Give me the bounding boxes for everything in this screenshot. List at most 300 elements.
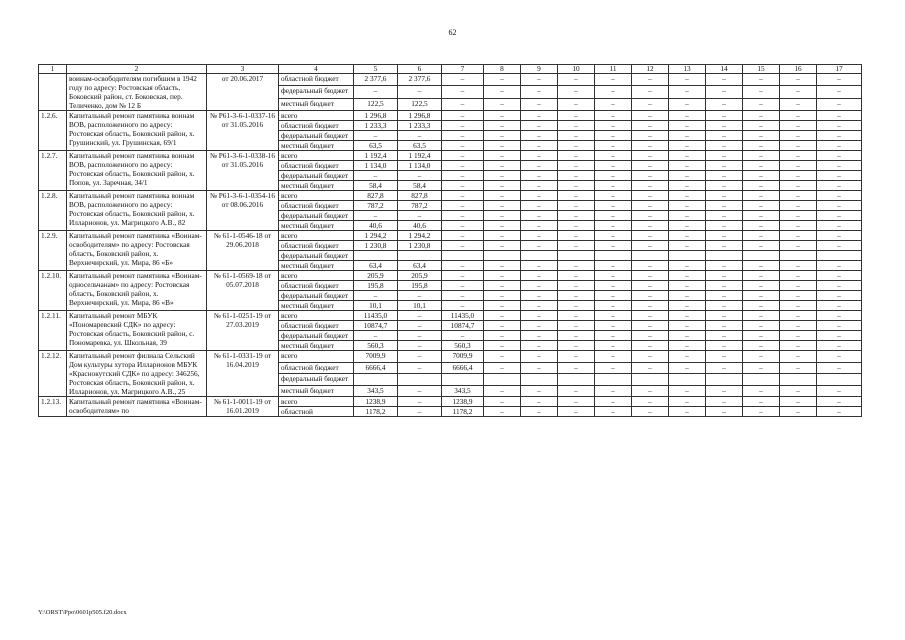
value-cell: [442, 374, 484, 386]
column-header: 16: [780, 65, 817, 74]
value-cell: –: [706, 98, 743, 110]
column-header: 5: [354, 65, 398, 74]
value-cell: –: [706, 281, 743, 291]
value-cell: –: [706, 231, 743, 241]
value-cell: –: [558, 211, 595, 221]
value-cell: [780, 374, 817, 386]
value-cell: 195,8: [354, 281, 398, 291]
value-cell: –: [743, 98, 780, 110]
column-header: 15: [743, 65, 780, 74]
value-cell: [484, 374, 521, 386]
value-cell: –: [442, 161, 484, 171]
value-cell: –: [595, 131, 632, 141]
value-cell: –: [632, 86, 669, 98]
value-cell: –: [484, 111, 521, 121]
value-cell: –: [706, 121, 743, 131]
column-header: 7: [442, 65, 484, 74]
table-row: [39, 397, 862, 407]
value-cell: –: [442, 74, 484, 86]
value-cell: –: [669, 211, 706, 221]
item-number: 1.2.9.: [39, 231, 67, 271]
value-cell: –: [442, 201, 484, 211]
value-cell: –: [706, 151, 743, 161]
value-cell: –: [817, 131, 862, 141]
value-cell: [484, 251, 521, 261]
value-cell: –: [595, 111, 632, 121]
value-cell: –: [521, 362, 558, 374]
value-cell: –: [632, 201, 669, 211]
value-cell: [442, 251, 484, 261]
value-cell: –: [442, 171, 484, 181]
value-cell: –: [669, 385, 706, 397]
value-cell: –: [743, 407, 780, 417]
value-cell: –: [595, 181, 632, 191]
value-cell: –: [632, 397, 669, 407]
value-cell: –: [484, 151, 521, 161]
column-header: 4: [279, 65, 354, 74]
value-cell: –: [521, 74, 558, 86]
value-cell: –: [354, 171, 398, 181]
value-cell: –: [743, 231, 780, 241]
value-cell: –: [780, 141, 817, 151]
value-cell: –: [595, 397, 632, 407]
document-ref: от 20.06.2017: [207, 74, 279, 111]
value-cell: –: [442, 111, 484, 121]
funding-source: областной бюджет: [279, 201, 354, 211]
value-cell: –: [706, 111, 743, 121]
value-cell: –: [669, 121, 706, 131]
value-cell: –: [595, 341, 632, 351]
funding-source: областной бюджет: [279, 362, 354, 374]
value-cell: [595, 251, 632, 261]
funding-source: всего: [279, 351, 354, 363]
value-cell: –: [817, 241, 862, 251]
value-cell: –: [632, 351, 669, 363]
value-cell: –: [521, 121, 558, 131]
value-cell: –: [780, 131, 817, 141]
value-cell: –: [669, 131, 706, 141]
value-cell: –: [743, 331, 780, 341]
value-cell: –: [632, 331, 669, 341]
page-number: 62: [448, 28, 457, 37]
value-cell: –: [743, 141, 780, 151]
value-cell: –: [706, 171, 743, 181]
value-cell: –: [398, 311, 442, 321]
value-cell: –: [595, 171, 632, 181]
item-number: 1.2.7.: [39, 151, 67, 191]
value-cell: –: [398, 211, 442, 221]
value-cell: –: [558, 171, 595, 181]
value-cell: –: [706, 191, 743, 201]
value-cell: –: [780, 351, 817, 363]
funding-source: федеральный бюджет: [279, 374, 354, 386]
item-name: Капитальный ремонт памятника «Воинам-освободителям» по адресу: Ростовская область, Боковский район, х. Верхнечирский, ул. Мира, 86 «Б»: [67, 231, 207, 271]
value-cell: –: [595, 407, 632, 417]
value-cell: –: [442, 241, 484, 251]
value-cell: –: [595, 191, 632, 201]
value-cell: –: [442, 331, 484, 341]
value-cell: –: [484, 74, 521, 86]
funding-source: местный бюджет: [279, 141, 354, 151]
item-name: Капитальный ремонт памятника «Воинам-освободителям» по: [67, 397, 207, 417]
value-cell: –: [632, 261, 669, 271]
value-cell: –: [398, 131, 442, 141]
value-cell: –: [632, 241, 669, 251]
value-cell: –: [442, 131, 484, 141]
table-row: [39, 111, 862, 121]
value-cell: 10,1: [398, 301, 442, 311]
value-cell: –: [669, 98, 706, 110]
value-cell: –: [706, 301, 743, 311]
value-cell: –: [706, 331, 743, 341]
value-cell: –: [442, 261, 484, 271]
value-cell: –: [780, 74, 817, 86]
document-ref: № 61-1-0011-19 от 16.01.2019: [207, 397, 279, 417]
value-cell: –: [632, 171, 669, 181]
value-cell: –: [706, 241, 743, 251]
value-cell: –: [632, 271, 669, 281]
value-cell: [398, 374, 442, 386]
value-cell: –: [669, 321, 706, 331]
value-cell: –: [595, 301, 632, 311]
value-cell: –: [706, 221, 743, 231]
value-cell: –: [558, 141, 595, 151]
value-cell: –: [558, 351, 595, 363]
value-cell: –: [558, 241, 595, 251]
value-cell: –: [558, 385, 595, 397]
value-cell: –: [669, 191, 706, 201]
value-cell: –: [595, 121, 632, 131]
column-header: 12: [632, 65, 669, 74]
value-cell: –: [521, 86, 558, 98]
value-cell: –: [780, 191, 817, 201]
value-cell: –: [706, 291, 743, 301]
value-cell: –: [521, 111, 558, 121]
value-cell: –: [558, 121, 595, 131]
column-header: 14: [706, 65, 743, 74]
value-cell: –: [780, 241, 817, 251]
value-cell: [780, 251, 817, 261]
value-cell: –: [595, 161, 632, 171]
value-cell: –: [595, 151, 632, 161]
value-cell: –: [354, 331, 398, 341]
funding-source: всего: [279, 191, 354, 201]
value-cell: –: [595, 74, 632, 86]
value-cell: –: [632, 362, 669, 374]
value-cell: –: [743, 291, 780, 301]
value-cell: –: [706, 181, 743, 191]
value-cell: –: [706, 321, 743, 331]
value-cell: –: [595, 98, 632, 110]
value-cell: –: [484, 191, 521, 201]
value-cell: –: [817, 385, 862, 397]
value-cell: –: [484, 321, 521, 331]
value-cell: 1 296,8: [354, 111, 398, 121]
value-cell: –: [398, 385, 442, 397]
value-cell: 205,9: [354, 271, 398, 281]
value-cell: –: [484, 98, 521, 110]
value-cell: –: [354, 211, 398, 221]
value-cell: –: [398, 362, 442, 374]
value-cell: –: [521, 151, 558, 161]
value-cell: –: [558, 311, 595, 321]
value-cell: –: [669, 261, 706, 271]
value-cell: –: [484, 161, 521, 171]
value-cell: 1 192,4: [398, 151, 442, 161]
value-cell: –: [595, 211, 632, 221]
value-cell: –: [595, 221, 632, 231]
value-cell: –: [521, 231, 558, 241]
value-cell: –: [521, 407, 558, 417]
value-cell: –: [484, 281, 521, 291]
item-name: Капитальный ремонт памятника воинам ВОВ, расположенного по адресу: Ростовская область, Боковский район, х. Илларионов, ул. Магрицкого А.В., 82: [67, 191, 207, 231]
value-cell: 1 294,2: [398, 231, 442, 241]
item-number: 1.2.6.: [39, 111, 67, 151]
value-cell: –: [706, 271, 743, 281]
value-cell: –: [398, 341, 442, 351]
value-cell: –: [780, 201, 817, 211]
value-cell: [558, 374, 595, 386]
value-cell: –: [743, 311, 780, 321]
item-number: [39, 74, 67, 111]
funding-source: федеральный бюджет: [279, 331, 354, 341]
column-header: 3: [207, 65, 279, 74]
value-cell: –: [817, 161, 862, 171]
value-cell: –: [706, 385, 743, 397]
value-cell: –: [743, 281, 780, 291]
value-cell: –: [706, 407, 743, 417]
value-cell: –: [398, 171, 442, 181]
value-cell: –: [521, 291, 558, 301]
value-cell: –: [558, 321, 595, 331]
value-cell: –: [743, 201, 780, 211]
value-cell: –: [780, 291, 817, 301]
value-cell: –: [706, 311, 743, 321]
document-ref: № Р61-3-6-1-0337-16 от 31.05.2016: [207, 111, 279, 151]
value-cell: –: [595, 351, 632, 363]
value-cell: –: [484, 231, 521, 241]
value-cell: –: [484, 331, 521, 341]
value-cell: [817, 374, 862, 386]
value-cell: –: [442, 151, 484, 161]
value-cell: –: [706, 351, 743, 363]
funding-source: местный бюджет: [279, 181, 354, 191]
value-cell: –: [398, 351, 442, 363]
value-cell: 1238,9: [354, 397, 398, 407]
value-cell: –: [558, 221, 595, 231]
value-cell: –: [558, 271, 595, 281]
funding-source: областной бюджет: [279, 281, 354, 291]
value-cell: –: [398, 86, 442, 98]
value-cell: 6666,4: [442, 362, 484, 374]
value-cell: 1 294,2: [354, 231, 398, 241]
value-cell: –: [669, 271, 706, 281]
value-cell: 63,4: [354, 261, 398, 271]
value-cell: [632, 374, 669, 386]
value-cell: [743, 251, 780, 261]
item-name: Капитальный ремонт МБУК «Пономаревский СДК» по адресу: Ростовская область, Боковский район, с. Пономаревка, ул. Школьная, 39: [67, 311, 207, 351]
value-cell: 1178,2: [354, 407, 398, 417]
value-cell: –: [743, 221, 780, 231]
value-cell: –: [521, 241, 558, 251]
value-cell: –: [558, 341, 595, 351]
value-cell: –: [558, 151, 595, 161]
value-cell: –: [521, 211, 558, 221]
value-cell: –: [743, 271, 780, 281]
value-cell: –: [442, 98, 484, 110]
value-cell: –: [595, 385, 632, 397]
value-cell: –: [706, 161, 743, 171]
table-row: [39, 74, 862, 86]
value-cell: –: [484, 407, 521, 417]
value-cell: 7009,9: [442, 351, 484, 363]
value-cell: –: [817, 121, 862, 131]
value-cell: –: [669, 161, 706, 171]
value-cell: –: [558, 407, 595, 417]
value-cell: [743, 374, 780, 386]
value-cell: –: [632, 407, 669, 417]
funding-source: федеральный бюджет: [279, 86, 354, 98]
table-row: [39, 351, 862, 363]
value-cell: –: [817, 211, 862, 221]
value-cell: –: [632, 385, 669, 397]
value-cell: [669, 251, 706, 261]
value-cell: –: [780, 261, 817, 271]
value-cell: –: [632, 231, 669, 241]
value-cell: –: [743, 74, 780, 86]
value-cell: –: [484, 301, 521, 311]
funding-source: всего: [279, 111, 354, 121]
value-cell: –: [743, 261, 780, 271]
value-cell: –: [743, 86, 780, 98]
value-cell: –: [817, 291, 862, 301]
column-header: 6: [398, 65, 442, 74]
value-cell: –: [521, 141, 558, 151]
value-cell: –: [398, 331, 442, 341]
value-cell: –: [484, 131, 521, 141]
value-cell: [706, 374, 743, 386]
table-row: [39, 151, 862, 161]
column-header: 10: [558, 65, 595, 74]
value-cell: –: [780, 111, 817, 121]
value-cell: –: [669, 341, 706, 351]
value-cell: [632, 251, 669, 261]
value-cell: –: [558, 111, 595, 121]
value-cell: –: [484, 211, 521, 221]
value-cell: –: [669, 201, 706, 211]
table-row: [39, 311, 862, 321]
funding-source: областной бюджет: [279, 241, 354, 251]
column-header: 9: [521, 65, 558, 74]
document-ref: № Р61-3-6-1-0338-16 от 31.05.2016: [207, 151, 279, 191]
value-cell: –: [706, 397, 743, 407]
value-cell: –: [521, 181, 558, 191]
value-cell: –: [558, 397, 595, 407]
value-cell: –: [484, 86, 521, 98]
document-ref: № 61-1-0331-19 от 16.04.2019: [207, 351, 279, 397]
value-cell: –: [669, 281, 706, 291]
value-cell: –: [595, 86, 632, 98]
value-cell: 10874,7: [442, 321, 484, 331]
value-cell: –: [669, 151, 706, 161]
value-cell: –: [817, 362, 862, 374]
value-cell: 1238,9: [442, 397, 484, 407]
value-cell: 11435,0: [354, 311, 398, 321]
funding-source: областной бюджет: [279, 121, 354, 131]
value-cell: –: [558, 261, 595, 271]
value-cell: –: [484, 181, 521, 191]
value-cell: [521, 251, 558, 261]
file-path-footer: Y:\ORST\Ppo\0601p505.f20.docx: [38, 609, 127, 616]
value-cell: –: [521, 311, 558, 321]
funding-source: местный бюджет: [279, 385, 354, 397]
value-cell: –: [706, 201, 743, 211]
value-cell: –: [743, 121, 780, 131]
value-cell: –: [706, 141, 743, 151]
column-header: 13: [669, 65, 706, 74]
value-cell: –: [558, 231, 595, 241]
value-cell: –: [780, 331, 817, 341]
value-cell: 560,3: [354, 341, 398, 351]
value-cell: –: [558, 181, 595, 191]
value-cell: –: [706, 211, 743, 221]
value-cell: 1 230,8: [354, 241, 398, 251]
funding-source: всего: [279, 311, 354, 321]
value-cell: –: [484, 261, 521, 271]
value-cell: –: [595, 271, 632, 281]
item-name: Капитальный ремонт памятника «Воинам-односельчанам» по адресу: Ростовская область, Боковский район, х. Верхнечирский, ул. Мира, 86 «В»: [67, 271, 207, 311]
value-cell: –: [632, 341, 669, 351]
value-cell: –: [780, 221, 817, 231]
item-name: Капитальный ремонт памятника воинам ВОВ, расположенного по адресу: Ростовская область, Боковский район, х. Попов, ул. Заречная, 34/1: [67, 151, 207, 191]
value-cell: –: [484, 351, 521, 363]
item-number: 1.2.12.: [39, 351, 67, 397]
value-cell: –: [558, 86, 595, 98]
funding-source: местный бюджет: [279, 341, 354, 351]
value-cell: –: [521, 201, 558, 211]
value-cell: [521, 374, 558, 386]
value-cell: –: [780, 407, 817, 417]
value-cell: –: [442, 231, 484, 241]
item-number: 1.2.11.: [39, 311, 67, 351]
value-cell: –: [521, 221, 558, 231]
value-cell: –: [595, 141, 632, 151]
value-cell: –: [780, 385, 817, 397]
value-cell: –: [484, 397, 521, 407]
value-cell: –: [669, 171, 706, 181]
header-row: [39, 65, 862, 74]
value-cell: –: [669, 362, 706, 374]
value-cell: –: [743, 211, 780, 221]
value-cell: [558, 251, 595, 261]
value-cell: 40,6: [398, 221, 442, 231]
value-cell: –: [595, 281, 632, 291]
funding-source: всего: [279, 397, 354, 407]
value-cell: –: [632, 111, 669, 121]
value-cell: –: [632, 98, 669, 110]
value-cell: –: [669, 86, 706, 98]
value-cell: –: [558, 191, 595, 201]
value-cell: –: [398, 407, 442, 417]
value-cell: –: [669, 74, 706, 86]
value-cell: –: [442, 221, 484, 231]
item-number: 1.2.10.: [39, 271, 67, 311]
value-cell: –: [442, 211, 484, 221]
funding-source: федеральный бюджет: [279, 211, 354, 221]
value-cell: –: [632, 181, 669, 191]
funding-source: местный бюджет: [279, 301, 354, 311]
value-cell: –: [669, 141, 706, 151]
